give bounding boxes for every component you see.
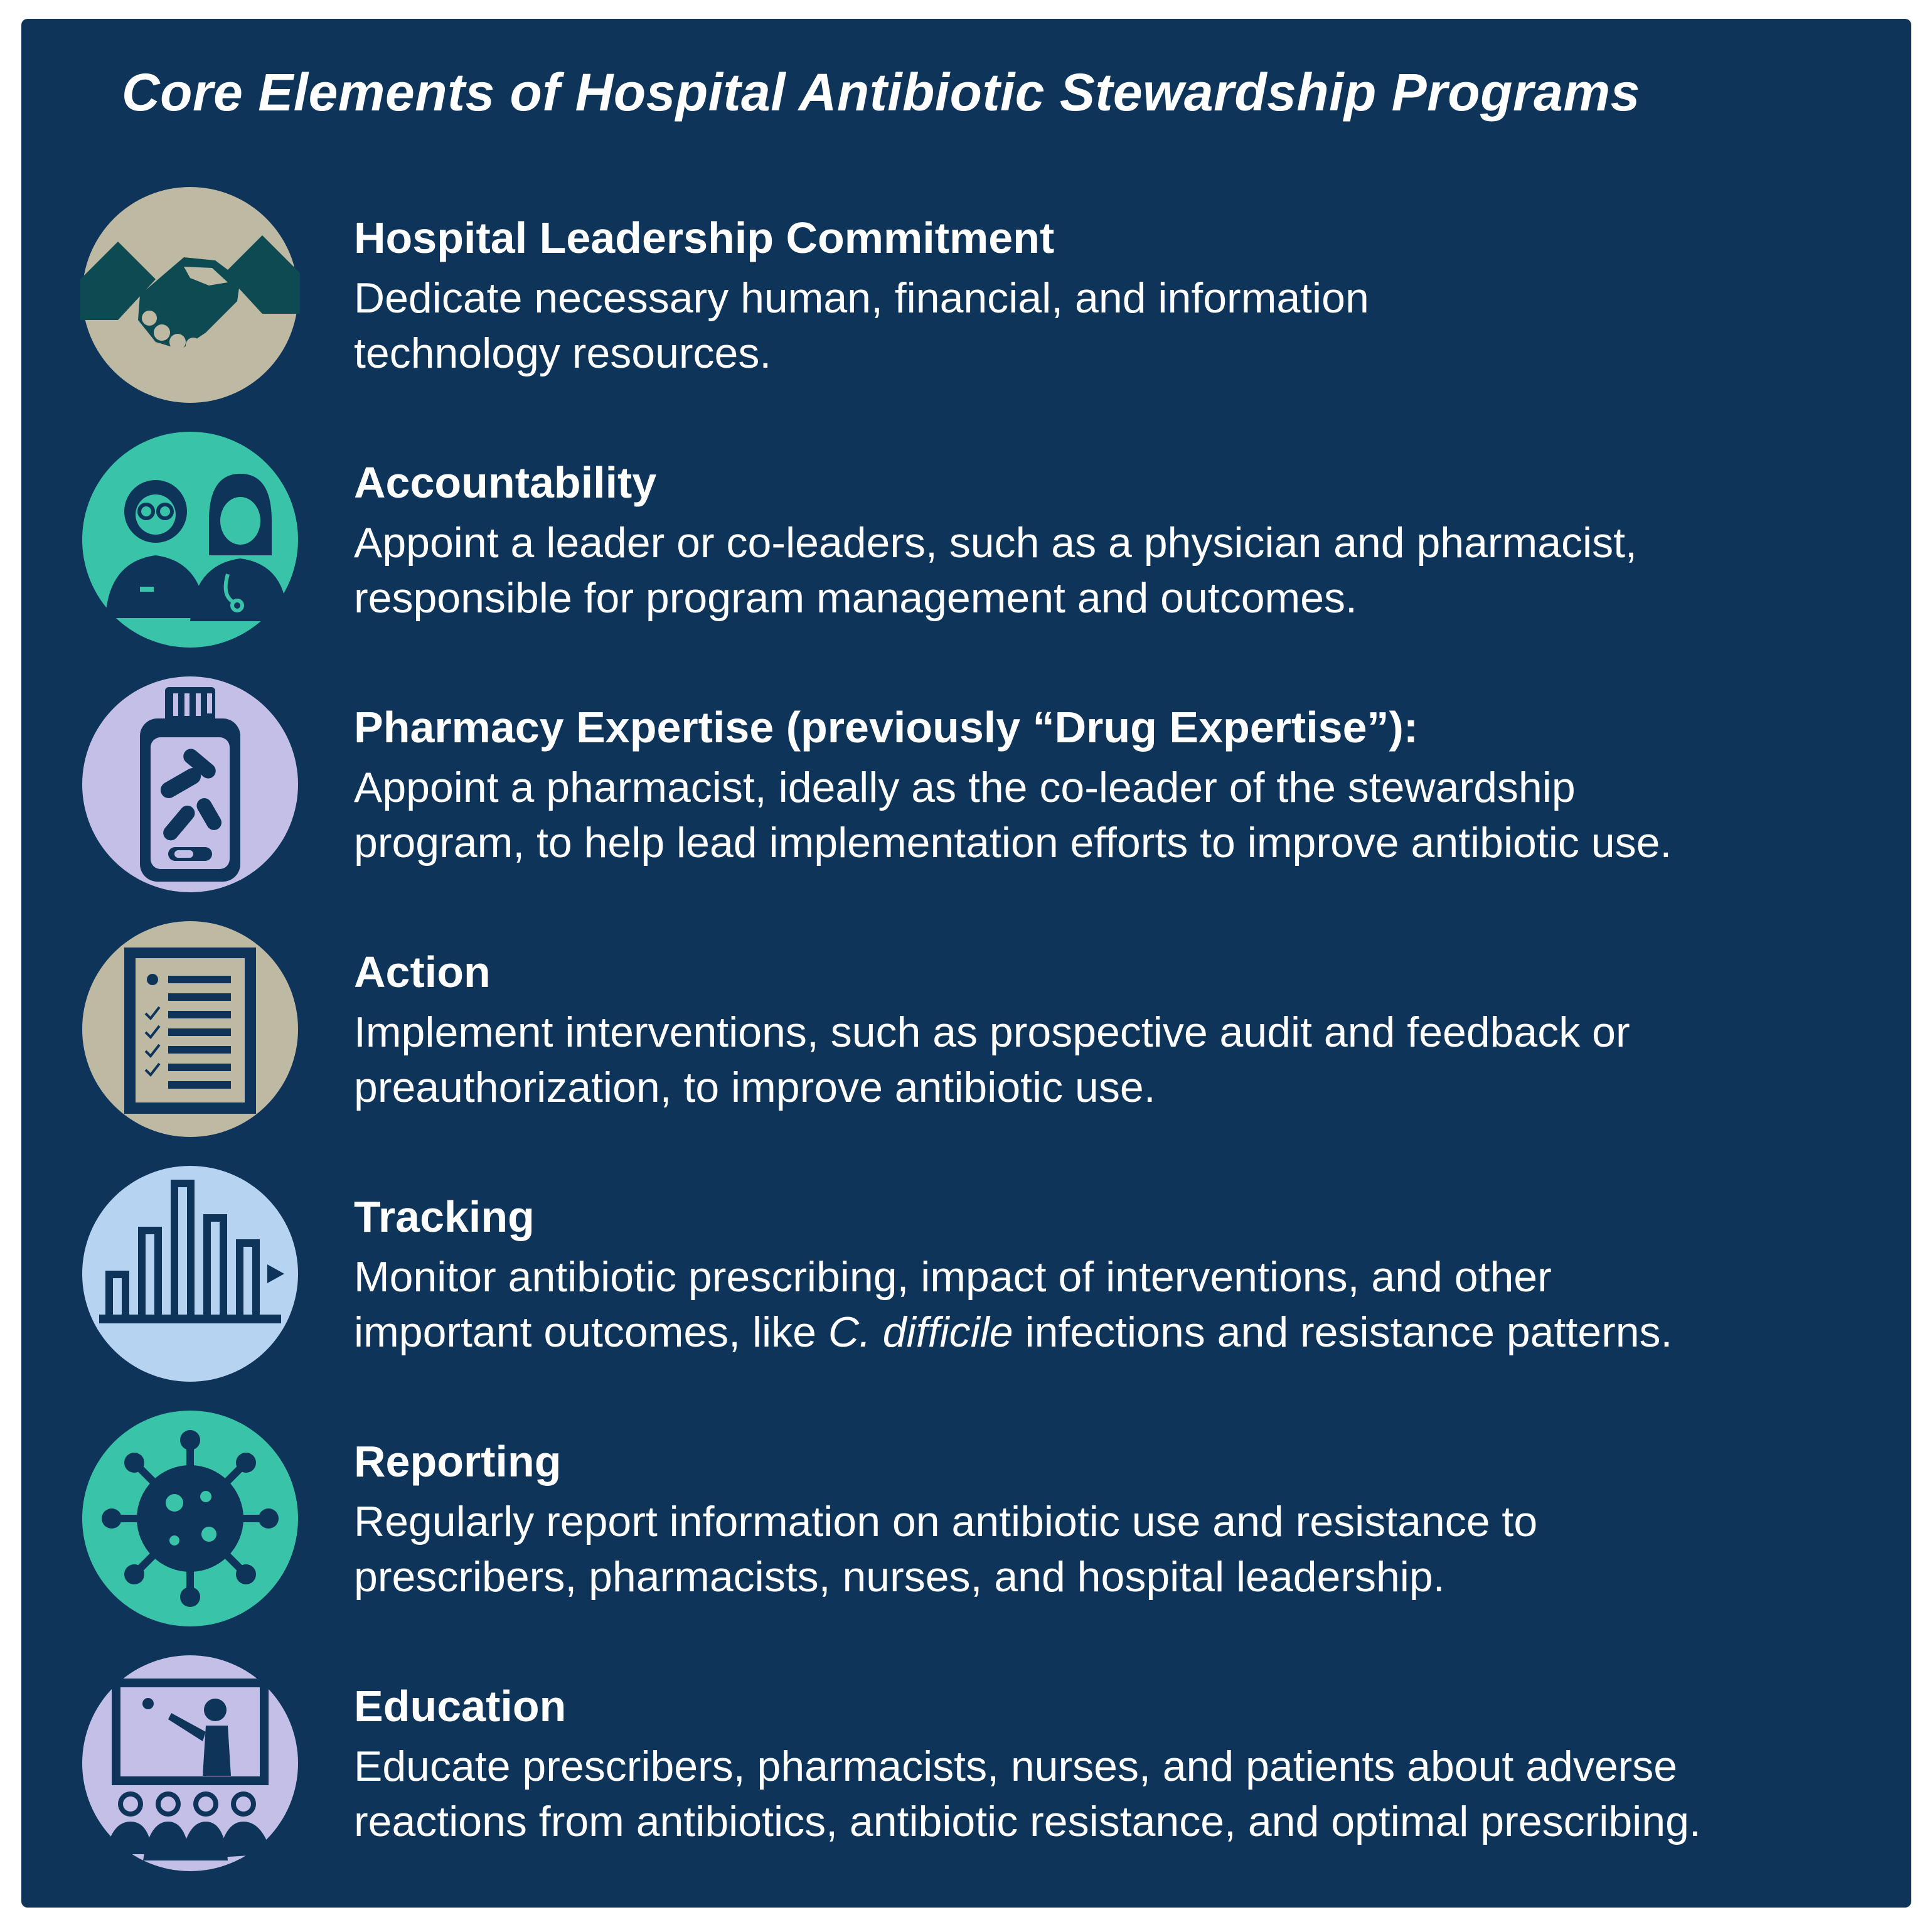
element-text [354, 454, 1891, 626]
element-heading: Hospital Leadership Commitment [354, 213, 1055, 262]
page-title: Core Elements of Hospital Antibiotic Stewardship Programs [122, 63, 1640, 122]
classroom-icon [80, 1653, 300, 1873]
element-tracking [21, 1164, 1911, 1396]
element-heading: Pharmacy Expertise (previously “Drug Expertise”): [354, 703, 1419, 752]
description-text: infections and resistance patterns. [1013, 1308, 1673, 1356]
description-line: Appoint a leader or co-leaders, such as a physician and pharmacist, [354, 519, 1637, 567]
element-text [354, 698, 1891, 870]
description-line [354, 1305, 1891, 1360]
element-heading: Education [354, 1682, 567, 1731]
element-heading: Accountability [354, 458, 657, 507]
description-line: Regularly report information on antibiotic use and resistance to [354, 1498, 1538, 1545]
description-line: Educate prescribers, pharmacists, nurses, and patients about adverse [354, 1743, 1678, 1790]
element-description [354, 270, 1891, 381]
element-text [354, 943, 1891, 1115]
element-description [354, 515, 1891, 626]
description-line: Monitor antibiotic prescribing, impact of interventions, and other [354, 1253, 1552, 1301]
physician-pharmacist-icon [80, 430, 300, 649]
handshake-icon [80, 185, 300, 405]
element-text [354, 209, 1891, 381]
element-description [354, 1494, 1891, 1604]
element-description [354, 1249, 1891, 1360]
microbe-icon [80, 1409, 300, 1628]
description-line: preauthorization, to improve antibiotic use. [354, 1064, 1156, 1111]
description-line: responsible for program management and outcomes. [354, 574, 1357, 622]
description-line: reactions from antibiotics, antibiotic resistance, and optimal prescribing. [354, 1798, 1701, 1845]
description-line: Implement interventions, such as prospective audit and feedback or [354, 1008, 1630, 1056]
element-reporting [21, 1409, 1911, 1641]
element-description [354, 1739, 1891, 1849]
element-description [354, 1005, 1891, 1115]
element-heading: Tracking [354, 1192, 535, 1241]
element-heading: Action [354, 947, 491, 996]
element-text [354, 1433, 1891, 1604]
description-line: prescribers, pharmacists, nurses, and hospital leadership. [354, 1553, 1445, 1601]
description-line: Dedicate necessary human, financial, and information [354, 274, 1369, 322]
description-line: program, to help lead implementation efforts to improve antibiotic use. [354, 819, 1672, 867]
element-action [21, 919, 1911, 1151]
description-line: technology resources. [354, 329, 772, 377]
element-heading: Reporting [354, 1437, 562, 1486]
pill-bottle-icon [80, 675, 300, 894]
element-accountability [21, 430, 1911, 662]
element-text [354, 1677, 1891, 1849]
element-education [21, 1653, 1911, 1886]
element-leadership-commitment [21, 185, 1911, 417]
description-text: important outcomes, like [354, 1308, 828, 1356]
organism-name: C. difficile [828, 1308, 1013, 1356]
element-description [354, 760, 1891, 870]
description-line: Appoint a pharmacist, ideally as the co-leader of the stewardship [354, 764, 1576, 811]
core-elements-panel [21, 19, 1911, 1908]
element-text [354, 1188, 1891, 1360]
element-pharmacy-expertise [21, 675, 1911, 907]
bar-chart-icon [80, 1164, 300, 1384]
checklist-icon [80, 919, 300, 1139]
